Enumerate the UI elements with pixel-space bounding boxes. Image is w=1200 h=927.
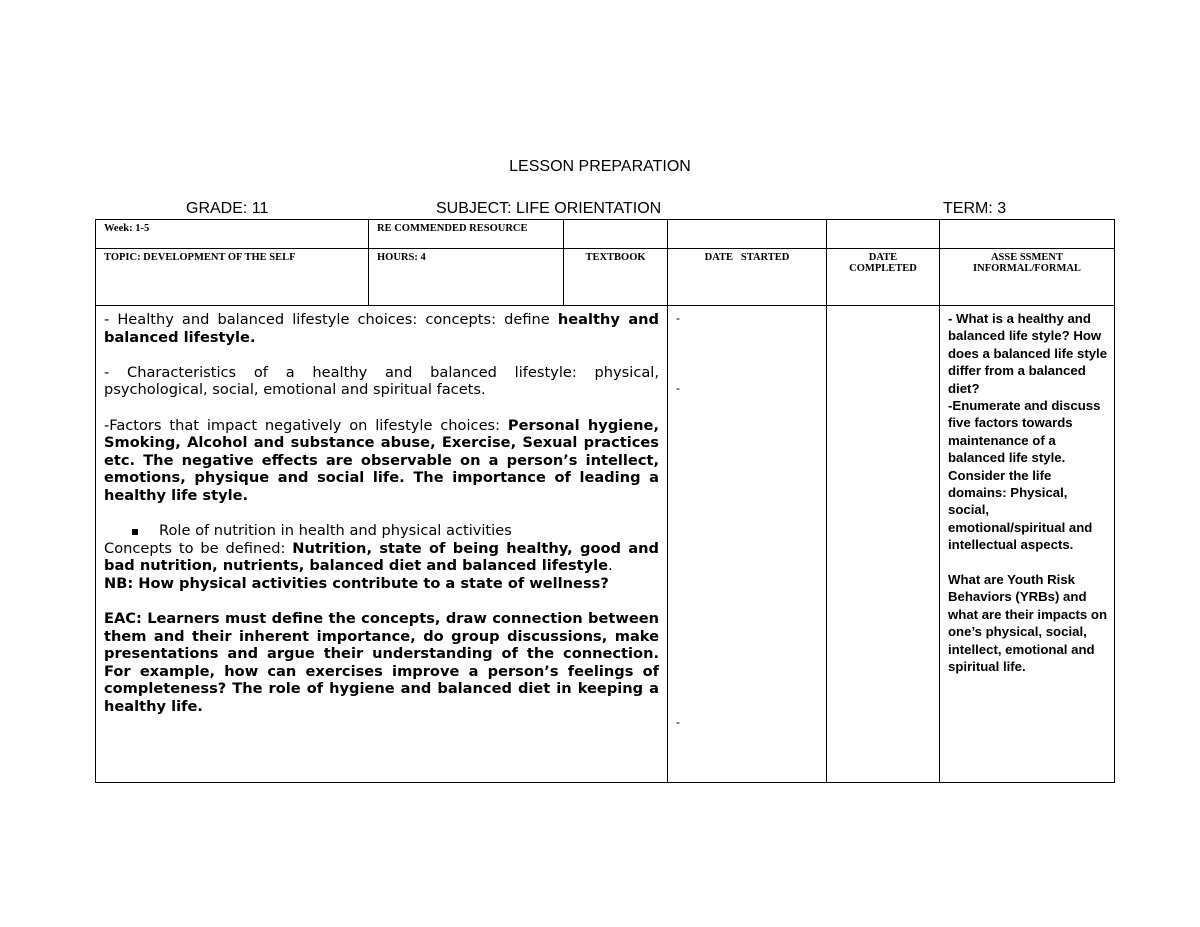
date-started-label: DATE STARTED xyxy=(704,252,790,263)
hours-label: HOURS: 4 xyxy=(377,252,426,263)
content-bold-text: Personal hygiene, Smoking, Alcohol and substance abuse, Exercise, Sexual practices etc. The negative effects are observable on a person’s intellect, emotions, physique and social life. The importance of leading a healthy life style. xyxy=(104,416,659,504)
dash-mark: - xyxy=(676,311,680,325)
topic-cell xyxy=(96,249,369,306)
assessment-paragraph: - What is a healthy and balanced life style? How does a balanced life style differ from a balanced diet? xyxy=(948,311,1108,396)
assessment-content xyxy=(940,306,1114,676)
content-text: Concepts to be defined: xyxy=(104,539,293,557)
content-bold-text: healthy and balanced lifestyle. xyxy=(104,311,660,346)
content-bold-text: EAC: Learners must define the concepts, draw connection between them and their inherent importance, do group discussions, make presentations and argue their understanding of the connection. For example, how can exercises improve a person’s feelings of completeness? The role of hygiene and balanced diet in keeping a healthy life. xyxy=(104,610,659,716)
square-bullet-icon xyxy=(132,529,138,535)
term-label: TERM: 3 xyxy=(943,200,1007,217)
bullet-text: Role of nutrition in health and physical activities xyxy=(159,522,512,540)
assessment-paragraph: What are Youth Risk Behaviors (YRBs) and what are their impacts on one’s physical, social, intellect, emotional and spiritual life. xyxy=(948,572,1108,675)
empty-cell xyxy=(940,220,1115,249)
empty-cell xyxy=(668,220,827,249)
date-completed-label: DATE COMPLETED xyxy=(849,252,917,274)
content-bold-text: NB: How physical activities contribute to a state of wellness? xyxy=(104,574,609,592)
content-paragraph xyxy=(104,610,659,716)
textbook-cell xyxy=(564,249,668,306)
subject-label: SUBJECT: LIFE ORIENTATION xyxy=(436,200,662,217)
recommended-resource-cell xyxy=(369,220,564,249)
date-completed-cell xyxy=(827,249,940,306)
empty-cell xyxy=(564,220,668,249)
recommended-resource-label: RE COMMENDED RESOURCE xyxy=(377,223,528,234)
content-text: . xyxy=(608,557,613,575)
assessment-value-cell xyxy=(940,306,1115,783)
lesson-content xyxy=(96,306,667,716)
content-paragraph xyxy=(104,311,659,346)
content-paragraph xyxy=(104,417,659,505)
content-paragraph xyxy=(104,540,659,575)
content-cell xyxy=(96,306,668,783)
content-text: - Healthy and balanced lifestyle choices: concepts: define xyxy=(104,311,558,328)
empty-cell xyxy=(827,220,940,249)
assessment-cell xyxy=(940,249,1115,306)
assessment-paragraph: -Enumerate and discuss five factors towards maintenance of a balanced life style. Consider the life domains: Physical, social, emotional/spiritual and intellectual aspects. xyxy=(948,398,1101,553)
week-label: Week: 1-5 xyxy=(104,223,150,234)
hours-cell xyxy=(369,249,564,306)
assessment-label: ASSE SSMENT INFORMAL/FORMAL xyxy=(973,252,1081,274)
page-title: LESSON PREPARATION xyxy=(509,158,691,175)
date-completed-value-cell xyxy=(827,306,940,783)
dash-mark: - xyxy=(676,381,680,395)
bullet-item xyxy=(104,522,659,540)
content-bold-text: Nutrition, state of being healthy, good and bad nutrition, nutrients, balanced diet and balanced lifestyle xyxy=(104,539,659,575)
dash-mark: - xyxy=(676,715,680,729)
content-paragraph xyxy=(104,575,659,593)
content-paragraph: - Characteristics of a healthy and balanced lifestyle: physical, psychological, social, emotional and spiritual facets. xyxy=(104,363,659,399)
date-started-cell xyxy=(668,249,827,306)
grade-label: GRADE: 11 xyxy=(186,200,269,217)
textbook-label: TEXTBOOK xyxy=(585,252,646,263)
date-started-value-cell xyxy=(668,306,827,783)
content-text: -Factors that impact negatively on lifestyle choices: xyxy=(104,416,508,434)
lesson-table xyxy=(95,219,1115,783)
week-cell xyxy=(96,220,369,249)
topic-label: TOPIC: DEVELOPMENT OF THE SELF xyxy=(104,252,296,263)
